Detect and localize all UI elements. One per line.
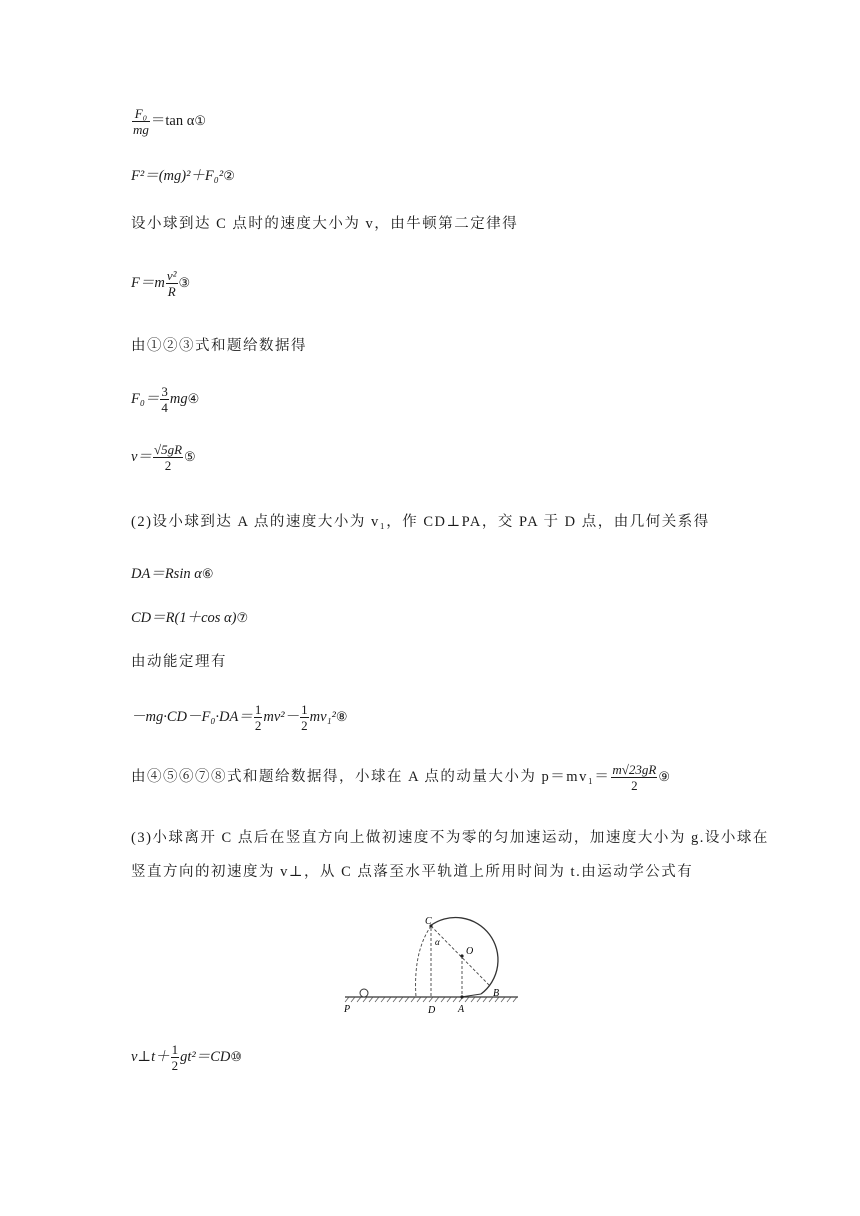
lhs: －mg·CD－F₀·DA＝ (131, 708, 253, 725)
label-p: P (344, 1004, 351, 1015)
equation-mark: ⑦ (236, 610, 249, 625)
fraction (132, 106, 150, 137)
equation-mark: ② (223, 168, 235, 183)
equation-10 (131, 1042, 242, 1073)
paragraph-text: (2)设小球到达 A 点的速度大小为 v₁，作 CD⊥PA，交 PA 于 D 点，由几何关系得 (131, 514, 710, 530)
equation-mark: ① (194, 112, 206, 128)
numerator: v² (166, 268, 177, 283)
numerator: 1 (301, 702, 308, 717)
equation-mark: ④ (187, 390, 200, 406)
fraction (160, 384, 169, 415)
equation-1 (131, 106, 206, 137)
paragraph-text: 由动能定理有 (131, 654, 227, 670)
paragraph-text: 竖直方向的初速度为 v⊥，从 C 点落至水平轨道上所用时间为 t.由运动学公式有 (131, 864, 694, 880)
paragraph-3 (131, 512, 710, 532)
numerator: 1 (254, 702, 262, 717)
label-c: C (425, 916, 432, 927)
trajectory-dashed (416, 926, 431, 997)
equation-5 (131, 442, 196, 473)
equation-8 (131, 702, 348, 733)
rhs: gt²＝CD (180, 1048, 231, 1065)
lhs: 由④⑤⑥⑦⑧式和题给数据得，小球在 A 点的动量大小为 p＝mv₁＝ (131, 768, 611, 785)
fraction (611, 762, 657, 793)
label-alpha: α (435, 937, 440, 947)
equation-mark: ⑨ (658, 768, 671, 784)
label-d: D (428, 1005, 436, 1016)
denominator: 2 (171, 1058, 179, 1073)
paragraph-text: 设小球到达 C 点时的速度大小为 v，由牛顿第二定律得 (131, 216, 519, 232)
paragraph-text: 由①②③式和题给数据得 (131, 338, 307, 354)
numerator: 1 (171, 1042, 179, 1057)
equation-text: F²＝(mg)²＋F₀² (131, 168, 224, 184)
denominator: R (167, 284, 176, 299)
equation-mark: ⑤ (184, 448, 196, 464)
rhs: mg (169, 390, 188, 407)
numerator: m√23gR (612, 762, 657, 777)
denominator: 2 (254, 718, 262, 733)
fraction (171, 1042, 180, 1073)
equation-mark: ⑥ (201, 566, 214, 581)
paragraph-2 (131, 336, 307, 356)
equation-text: DA＝Rsin α (131, 566, 202, 582)
rhs: ＝tan α (150, 112, 195, 129)
ground-hatching (345, 997, 517, 1002)
equation-mark: ⑧ (335, 708, 348, 724)
equation-2 (131, 166, 235, 186)
equation-6 (131, 564, 214, 584)
denominator: 2 (301, 718, 308, 733)
fraction (300, 702, 309, 733)
equation-mark: ③ (178, 274, 191, 290)
paragraph-4 (131, 652, 227, 672)
paragraph-text: (3)小球离开 C 点后在竖直方向上做初速度不为零的匀加速运动，加速度大小为 g.设小球在 (131, 830, 769, 846)
numerator: F₀ (134, 106, 148, 121)
circular-track (430, 918, 498, 995)
label-b: B (493, 988, 500, 999)
lhs: F₀＝ (131, 390, 160, 407)
equation-9 (131, 762, 670, 793)
equation-3 (131, 268, 190, 299)
rhs: mv₁² (309, 708, 336, 725)
label-o: O (466, 946, 474, 957)
denominator: mg (133, 122, 149, 137)
middle-term: mv²－ (263, 708, 300, 725)
physics-diagram (343, 912, 523, 1022)
point-a (460, 995, 463, 998)
paragraph-5a (131, 828, 769, 848)
ball (360, 989, 368, 997)
fraction (153, 442, 183, 473)
label-a: A (458, 1004, 465, 1015)
numerator: 3 (161, 384, 168, 399)
lhs: v⊥t＋ (131, 1048, 170, 1065)
denominator: 2 (611, 777, 657, 793)
equation-4 (131, 384, 199, 415)
paragraph-5b (131, 862, 693, 882)
equation-mark: ⑩ (230, 1048, 243, 1064)
lhs: F＝m (131, 274, 165, 291)
denominator: 2 (153, 457, 183, 473)
paragraph-1 (131, 214, 518, 234)
lhs: v＝ (131, 448, 152, 465)
fraction (166, 268, 178, 299)
equation-text: CD＝R(1＋cos α) (131, 610, 237, 626)
fraction (254, 702, 263, 733)
denominator: 4 (161, 400, 168, 415)
numerator: √5gR (153, 442, 183, 457)
equation-7 (131, 608, 248, 628)
point-o (460, 954, 463, 957)
